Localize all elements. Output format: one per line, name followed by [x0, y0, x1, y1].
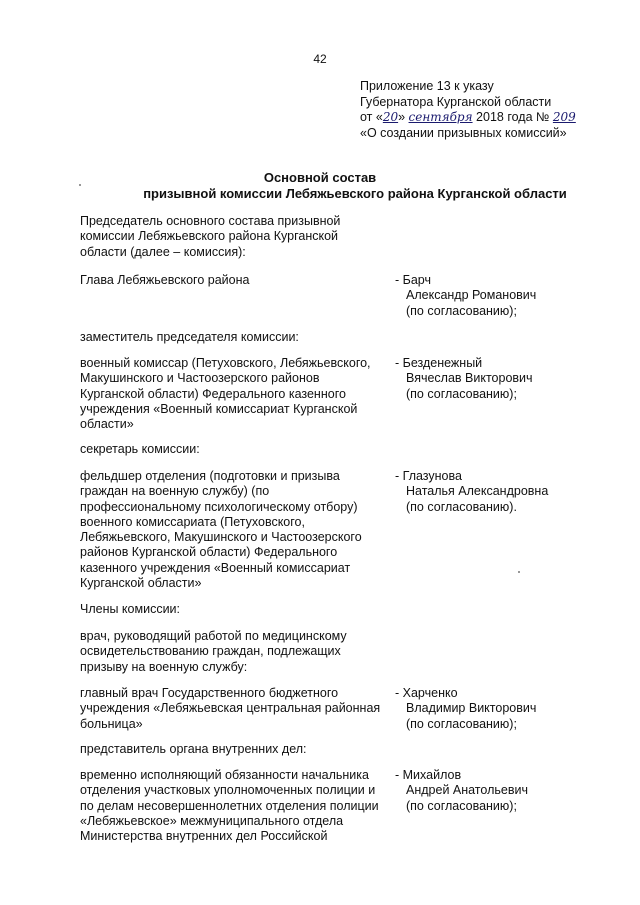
secretary-person — [395, 469, 595, 515]
deputy-person — [395, 356, 595, 402]
date-year: 2018 года № — [476, 110, 550, 124]
text-line: врач, руководящий работой по медицинскому — [80, 629, 347, 643]
members-heading — [80, 602, 390, 617]
scan-speck — [79, 184, 81, 186]
text-line: заместитель председателя комиссии: — [80, 330, 299, 344]
text-line: главный врач Государственного бюджетного — [80, 686, 339, 700]
chair-heading — [80, 214, 390, 260]
person-detail-line: Вячеслав Викторович — [406, 371, 533, 386]
text-line: области» — [80, 417, 134, 432]
text-line: районов Курганской области) Федерального — [80, 545, 338, 560]
text-line: Глава Лебяжьевского района — [80, 273, 250, 287]
text-line: граждан на военную службу) (по — [80, 484, 270, 499]
title-line-2: призывной комиссии Лебяжьевского района Курганской области — [143, 186, 567, 201]
appendix-header — [360, 79, 576, 141]
text-line: представитель органа внутренних дел: — [80, 742, 307, 756]
person-detail-line: (по согласованию); — [406, 716, 517, 731]
doctor-heading — [80, 629, 390, 675]
text-line: «Лебяжьевское» межмуниципального отдела — [80, 813, 344, 828]
scan-speck — [518, 571, 520, 573]
police-person — [395, 768, 595, 814]
handwritten-number: 209 — [552, 110, 576, 124]
person-detail-line: Наталья Александровна — [406, 484, 549, 499]
deputy-heading — [80, 330, 390, 345]
text-line: Курганской области» — [80, 576, 202, 591]
person-detail-line: Владимир Викторович — [406, 701, 537, 716]
appendix-line-2: Губернатора Курганской области — [360, 94, 552, 109]
secretary-role — [80, 469, 390, 591]
document-title — [0, 170, 640, 202]
text-line: по делам несовершеннолетних отделения полиции — [80, 798, 379, 813]
handwritten-day: 20 — [382, 110, 399, 124]
text-line: отделения участковых уполномоченных полиции и — [80, 783, 376, 798]
text-line: Макушинского и Частоозерского районов — [80, 371, 320, 386]
handwritten-month: сентября — [408, 110, 473, 124]
person-detail-line: (по согласованию); — [406, 798, 517, 813]
police-heading — [80, 742, 390, 757]
secretary-heading — [80, 442, 390, 457]
text-line: временно исполняющий обязанности начальника — [80, 768, 369, 782]
person-surname: - Михайлов — [395, 768, 462, 782]
page-number: 42 — [313, 52, 327, 66]
text-line: профессиональному психологическому отбору) — [80, 499, 358, 514]
date-mid: » — [398, 110, 406, 124]
deputy-role — [80, 356, 390, 432]
person-detail-line: (по согласованию); — [406, 386, 517, 401]
text-line: Министерства внутренних дел Российской — [80, 829, 328, 844]
person-surname: - Глазунова — [395, 469, 462, 483]
text-line: призыву на военную службу: — [80, 659, 248, 674]
person-detail-line: Андрей Анатольевич — [406, 783, 528, 798]
text-line: военный комиссар (Петуховского, Лебяжьевского, — [80, 356, 371, 370]
appendix-line-3 — [360, 110, 576, 126]
text-line: секретарь комиссии: — [80, 442, 200, 456]
text-line: Председатель основного состава призывной — [80, 214, 341, 228]
chair-person — [395, 273, 595, 319]
text-line: военного комиссариата (Петуховского, — [80, 514, 305, 529]
text-line: Курганской области) Федерального казенного — [80, 386, 346, 401]
person-surname: - Барч — [395, 273, 431, 287]
text-line: фельдшер отделения (подготовки и призыва — [80, 469, 340, 483]
chair-role — [80, 273, 390, 288]
text-line: Члены комиссии: — [80, 602, 181, 616]
text-line: казенного учреждения «Военный комиссариат — [80, 560, 351, 575]
text-line: больница» — [80, 716, 143, 731]
text-line: учреждения «Военный комиссариат Курганской — [80, 401, 358, 416]
appendix-line-1: Приложение 13 к указу — [360, 79, 494, 93]
person-surname: - Харченко — [395, 686, 458, 700]
police-role — [80, 768, 390, 844]
text-line: комиссии Лебяжьевского района Курганской — [80, 229, 339, 244]
doctor-role — [80, 686, 390, 732]
doctor-person — [395, 686, 595, 732]
person-detail-line: (по согласованию). — [406, 499, 517, 514]
appendix-line-4: «О создании призывных комиссий» — [360, 125, 567, 140]
date-prefix: от « — [360, 110, 383, 124]
title-line-1: Основной состав — [263, 170, 377, 185]
text-line: учреждения «Лебяжьевская центральная районная — [80, 701, 381, 716]
person-surname: - Безденежный — [395, 356, 483, 370]
text-line: освидетельствованию граждан, подлежащих — [80, 644, 341, 659]
text-line: Лебяжьевского, Макушинского и Частоозерского — [80, 530, 362, 545]
text-line: области (далее – комиссия): — [80, 244, 246, 259]
person-detail-line: Александр Романович — [406, 288, 537, 303]
person-detail-line: (по согласованию); — [406, 303, 517, 318]
